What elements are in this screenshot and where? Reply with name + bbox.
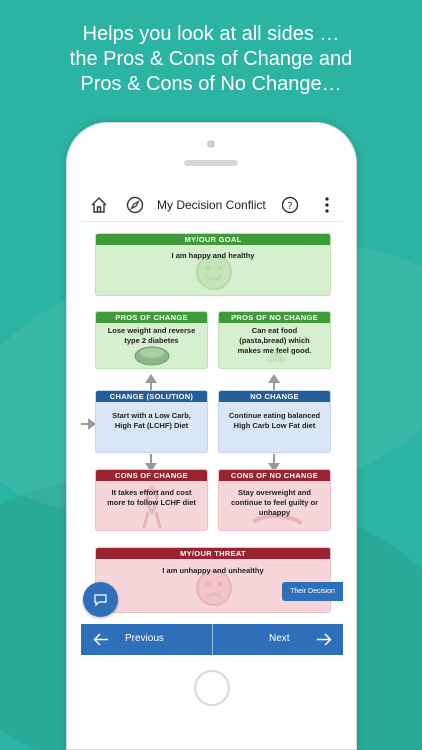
compass-icon[interactable] [125, 195, 145, 215]
text-line: unhappy [258, 508, 291, 517]
pros-of-no-change-card[interactable] [218, 311, 331, 369]
chat-bubble-icon [93, 592, 108, 607]
text-line: Lose weight and reverse [107, 326, 196, 335]
text-line: High Fat (LCHF) Diet [114, 421, 189, 430]
no-change-header: NO CHANGE [219, 391, 330, 402]
change-solution-card[interactable] [95, 390, 208, 453]
cons-of-no-change-header: CONS OF NO CHANGE [219, 470, 330, 481]
previous-button[interactable] [81, 624, 212, 655]
headline [0, 22, 422, 97]
app-toolbar [81, 188, 343, 222]
no-change-card[interactable] [218, 390, 331, 453]
next-label: Next [269, 633, 290, 644]
cons-of-change-header: CONS OF CHANGE [96, 470, 207, 481]
text-line: Continue eating balanced [228, 411, 321, 420]
pros-of-no-change-header: PROS OF NO CHANGE [219, 312, 330, 323]
svg-text:?: ? [287, 201, 293, 212]
text-line: Can eat food [251, 326, 298, 335]
cons-of-change-text [96, 488, 207, 508]
text-line: Start with a Low Carb, [112, 411, 191, 420]
headline-line: Pros & Cons of No Change… [80, 73, 342, 95]
text-line: makes me feel good. [237, 346, 312, 355]
bottom-nav [81, 624, 343, 655]
pros-of-change-text [96, 326, 207, 346]
arrow-up-icon [145, 374, 157, 383]
cons-of-no-change-card[interactable] [218, 469, 331, 531]
speaker-grille [184, 160, 238, 166]
pros-of-change-header: PROS OF CHANGE [96, 312, 207, 323]
text-line: (pasta,bread) which [239, 336, 310, 345]
page-title: My Decision Conflict [157, 198, 266, 212]
threat-card[interactable] [95, 547, 331, 613]
goal-header: MY/OUR GOAL [96, 234, 330, 245]
more-vert-icon[interactable] [317, 195, 337, 215]
cons-of-change-card[interactable] [95, 469, 208, 531]
goal-card[interactable] [95, 233, 331, 296]
text-line: type 2 diabetes [124, 336, 179, 345]
next-button[interactable] [213, 624, 343, 655]
camera-dot [207, 140, 215, 148]
headline-line: Helps you look at all sides … [82, 23, 340, 45]
text-line: Stay overweight and [238, 488, 311, 497]
home-icon[interactable] [89, 195, 109, 215]
text-line: It takes effort and cost [111, 488, 192, 497]
arrow-up-icon [268, 374, 280, 383]
arrow-right-icon [316, 633, 332, 646]
pros-of-no-change-text [219, 326, 330, 356]
threat-text: I am unhappy and unhealthy [162, 566, 264, 575]
arrow-left-icon [93, 633, 109, 646]
pros-of-change-card[interactable] [95, 311, 208, 369]
text-line: continue to feel guilty or [230, 498, 319, 507]
text-line: more to follow LCHF diet [107, 498, 196, 507]
change-solution-text [96, 411, 207, 431]
goal-text: I am happy and healthy [171, 251, 255, 260]
text-line: High Carb Low Fat diet [233, 421, 316, 430]
headline-line: the Pros & Cons of Change and [69, 48, 353, 70]
previous-label: Previous [125, 633, 164, 644]
app-screen [81, 188, 343, 655]
their-decision-tab[interactable]: Their Decision [282, 582, 343, 601]
chat-button[interactable] [83, 582, 118, 617]
threat-header: MY/OUR THREAT [96, 548, 330, 559]
help-icon[interactable] [280, 195, 300, 215]
no-change-text [219, 411, 330, 431]
cons-of-no-change-text [219, 488, 330, 518]
change-solution-header: CHANGE (SOLUTION) [96, 391, 207, 402]
home-hardware-button[interactable] [194, 670, 230, 706]
